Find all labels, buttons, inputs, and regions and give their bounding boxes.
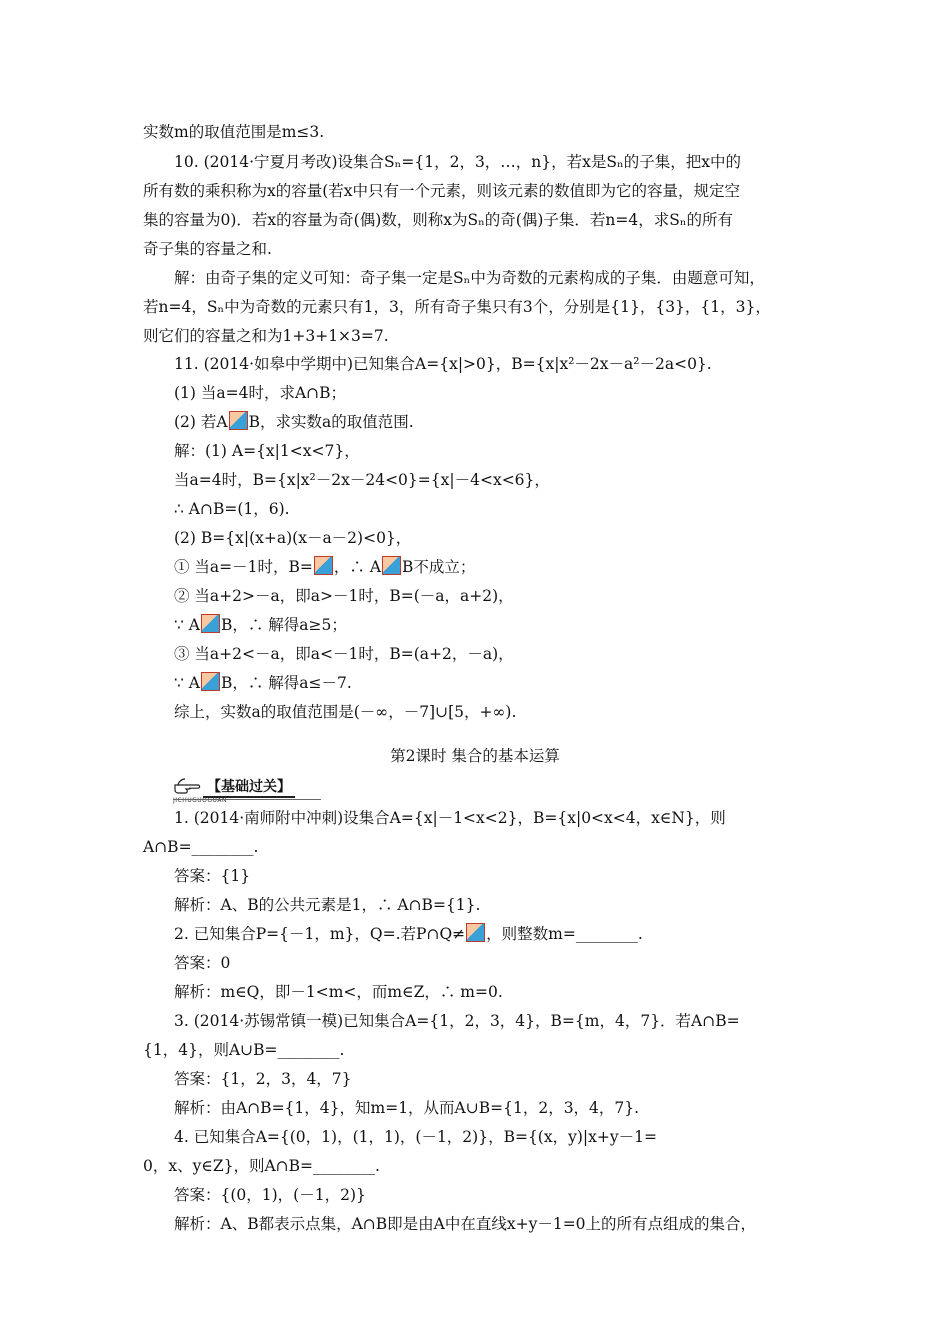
solution-11-line: ② 当a+2>－a，即a>－1时，B=(－a，a+2)， [174, 587, 514, 605]
problem-10-line: 10. (2014·宁夏月考改)设集合Sₙ={1，2，3，…，n}，若x是Sₙ的子集，把x中的 [174, 153, 741, 171]
section-heading: 第2课时 集合的基本运算 [390, 747, 560, 765]
broken-image-icon [314, 556, 333, 575]
problem-10-line: 集的容量为0)．若x的容量为奇(偶)数，则称x为Sₙ的奇(偶)子集．若n=4，求Sₙ的所有 [143, 211, 734, 229]
problem-10-line: 奇子集的容量之和. [143, 240, 272, 258]
banner-pinyin: JICHUGUOGUAN [173, 797, 228, 804]
broken-image-icon [382, 556, 401, 575]
solution-11-line: 解：(1) A={x|1<x<7}， [174, 442, 360, 460]
exercise-1-line: A∩B=________. [143, 838, 259, 856]
problem-10-line: 所有数的乘积称为x的容量(若x中只有一个元素，则该元素的数值即为它的容量，规定空 [143, 182, 741, 200]
exercise-4-line: 0，x、y∈Z}，则A∩B=________. [143, 1157, 380, 1175]
banner-label: 【基础过关】 [203, 779, 295, 798]
analysis-2: 解析：m∈Q，即－1<m<，而m∈Z，∴ m=0. [174, 983, 503, 1001]
analysis-3: 解析：由A∩B={1，4}，知m=1，从而A∪B={1，2，3，4，7}. [174, 1099, 640, 1117]
exercise-4-line: 4. 已知集合A={(0，1)，(1，1)，(－1，2)}，B={(x，y)|x+y－1= [174, 1128, 657, 1146]
solution-10-line: 解：由奇子集的定义可知：奇子集一定是Sₙ中为奇数的元素构成的子集．由题意可知， [174, 269, 765, 287]
answer-4: 答案：{(0，1)，(－1，2)} [174, 1186, 366, 1204]
exercise-2-line: 2. 已知集合P={－1，m}，Q=.若P∩Q≠ ，则整数m=________. [174, 925, 643, 943]
broken-image-icon [229, 411, 248, 430]
text-line: 实数m的取值范围是m≤3. [143, 123, 325, 141]
broken-image-icon [201, 672, 220, 691]
solution-10-line: 则它们的容量之和为1+3+1×3=7. [143, 327, 389, 345]
solution-11-line: (2) B={x|(x+a)(x－a－2)<0}， [174, 529, 412, 547]
solution-11-line: ① 当a=－1时，B= ，∴ A B不成立； [174, 558, 476, 576]
broken-image-icon [466, 923, 485, 942]
problem-11-line: (1) 当a=4时，求A∩B； [174, 384, 347, 402]
solution-10-line: 若n=4，Sₙ中为奇数的元素只有1，3，所有奇子集只有3个，分别是{1}，{3}，{1，3}， [143, 298, 771, 316]
answer-2: 答案：0 [174, 954, 231, 972]
banner-rule [173, 799, 321, 800]
solution-11-line: ③ 当a+2<－a，即a<－1时，B=(a+2，－a)， [174, 645, 514, 663]
solution-11-line: ∵ A B，∴ 解得a≥5； [174, 616, 347, 634]
solution-11-line: 综上，实数a的取值范围是(－∞，－7]∪[5，+∞). [174, 703, 517, 721]
exercise-1-line: 1. (2014·南师附中冲刺)设集合A={x|－1<x<2}，B={x|0<x<4，x∈N}，则 [174, 809, 726, 827]
problem-11-line: (2) 若A B，求实数a的取值范围. [174, 413, 414, 431]
analysis-1: 解析：A、B的公共元素是1，∴ A∩B={1}. [174, 896, 481, 914]
answer-3: 答案：{1，2，3，4，7} [174, 1070, 352, 1088]
solution-11-line: 当a=4时，B={x|x²－2x－24<0}={x|－4<x<6}， [174, 471, 550, 489]
broken-image-icon [201, 614, 220, 633]
solution-11-line: ∵ A B，∴ 解得a≤－7. [174, 674, 352, 692]
pointing-hand-icon [173, 776, 201, 798]
exercise-3-line: 3. (2014·苏锡常镇一模)已知集合A={1，2，3，4}，B={m，4，7}．若A∩B= [174, 1012, 740, 1030]
analysis-4: 解析：A、B都表示点集，A∩B即是由A中在直线x+y－1=0上的所有点组成的集合， [174, 1215, 757, 1233]
answer-1: 答案：{1} [174, 867, 251, 885]
exercise-3-line: {1，4}，则A∪B=________. [143, 1041, 345, 1059]
problem-11-line: 11. (2014·如皋中学期中)已知集合A={x|>0}，B={x|x²－2x－a²－2a<0}. [174, 355, 712, 373]
solution-11-line: ∴ A∩B=(1，6). [174, 500, 290, 518]
